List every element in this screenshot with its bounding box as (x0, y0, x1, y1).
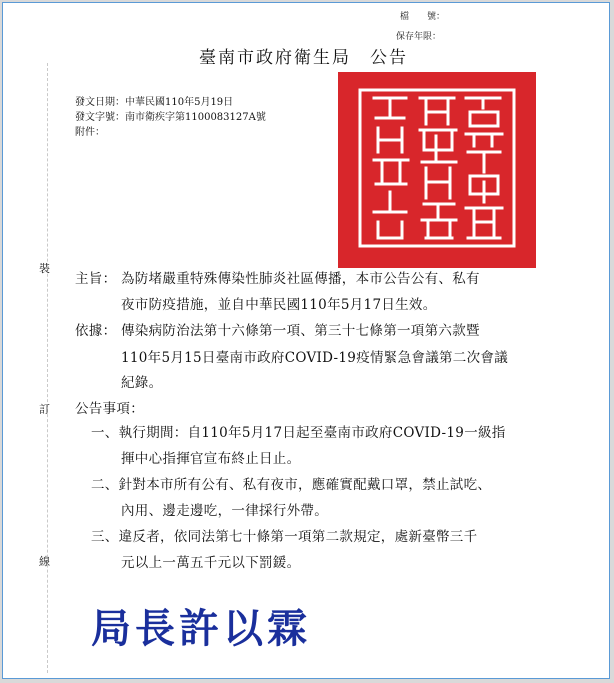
official-seal (338, 72, 536, 268)
basis-line-2: 110年5月15日臺南市政府COVID-19疫情緊急會議第二次會議 (121, 350, 508, 366)
issue-date: 發文日期：中華民國110年5月19日 (75, 97, 234, 108)
basis-line-1: 傳染病防治法第十六條第一項、第三十七條第一項第六款暨 (121, 323, 480, 339)
issue-reference: 發文字號：南市衛疾字第1100083127A號 (75, 112, 266, 123)
basis-line-3: 紀錄。 (121, 375, 163, 391)
file-number-label: 檔 號： (400, 12, 446, 22)
basis-label: 依據： (75, 323, 117, 339)
attachment-label: 附件： (75, 127, 105, 138)
binding-mark-xian: 線 (39, 555, 50, 568)
retention-label: 保存年限： (396, 32, 442, 42)
director-signature: 局長許以霖 (91, 606, 311, 652)
announcement-items-label: 公告事項： (75, 401, 144, 417)
seal-graphic (338, 72, 536, 268)
subject-label: 主旨： (75, 271, 117, 287)
item-2-line-2: 內用、邊走邊吃，一律採行外帶。 (121, 503, 328, 519)
document-page (2, 2, 610, 679)
item-1-line-2: 揮中心指揮官宣布終止日止。 (121, 451, 301, 467)
subject-line-1: 為防堵嚴重特殊傳染性肺炎社區傳播，本市公告公有、私有 (121, 271, 480, 287)
binding-mark-zhuang: 裝 (39, 262, 50, 275)
document-title: 臺南市政府衛生局 公告 (199, 48, 408, 68)
binding-mark-ding: 訂 (39, 403, 50, 416)
binding-line (47, 63, 48, 673)
item-3-line-2: 元以上一萬五千元以下罰鍰。 (121, 555, 301, 571)
item-3-line-1: 三、違反者，依同法第七十條第一項第二款規定，處新臺幣三千 (91, 529, 478, 545)
subject-line-2: 夜市防疫措施，並自中華民國110年5月17日生效。 (121, 297, 437, 313)
item-2-line-1: 二、針對本市所有公有、私有夜市，應確實配戴口罩，禁止試吃、 (91, 477, 492, 493)
item-1-line-1: 一、執行期間：自110年5月17日起至臺南市政府COVID-19一級指 (91, 425, 506, 441)
